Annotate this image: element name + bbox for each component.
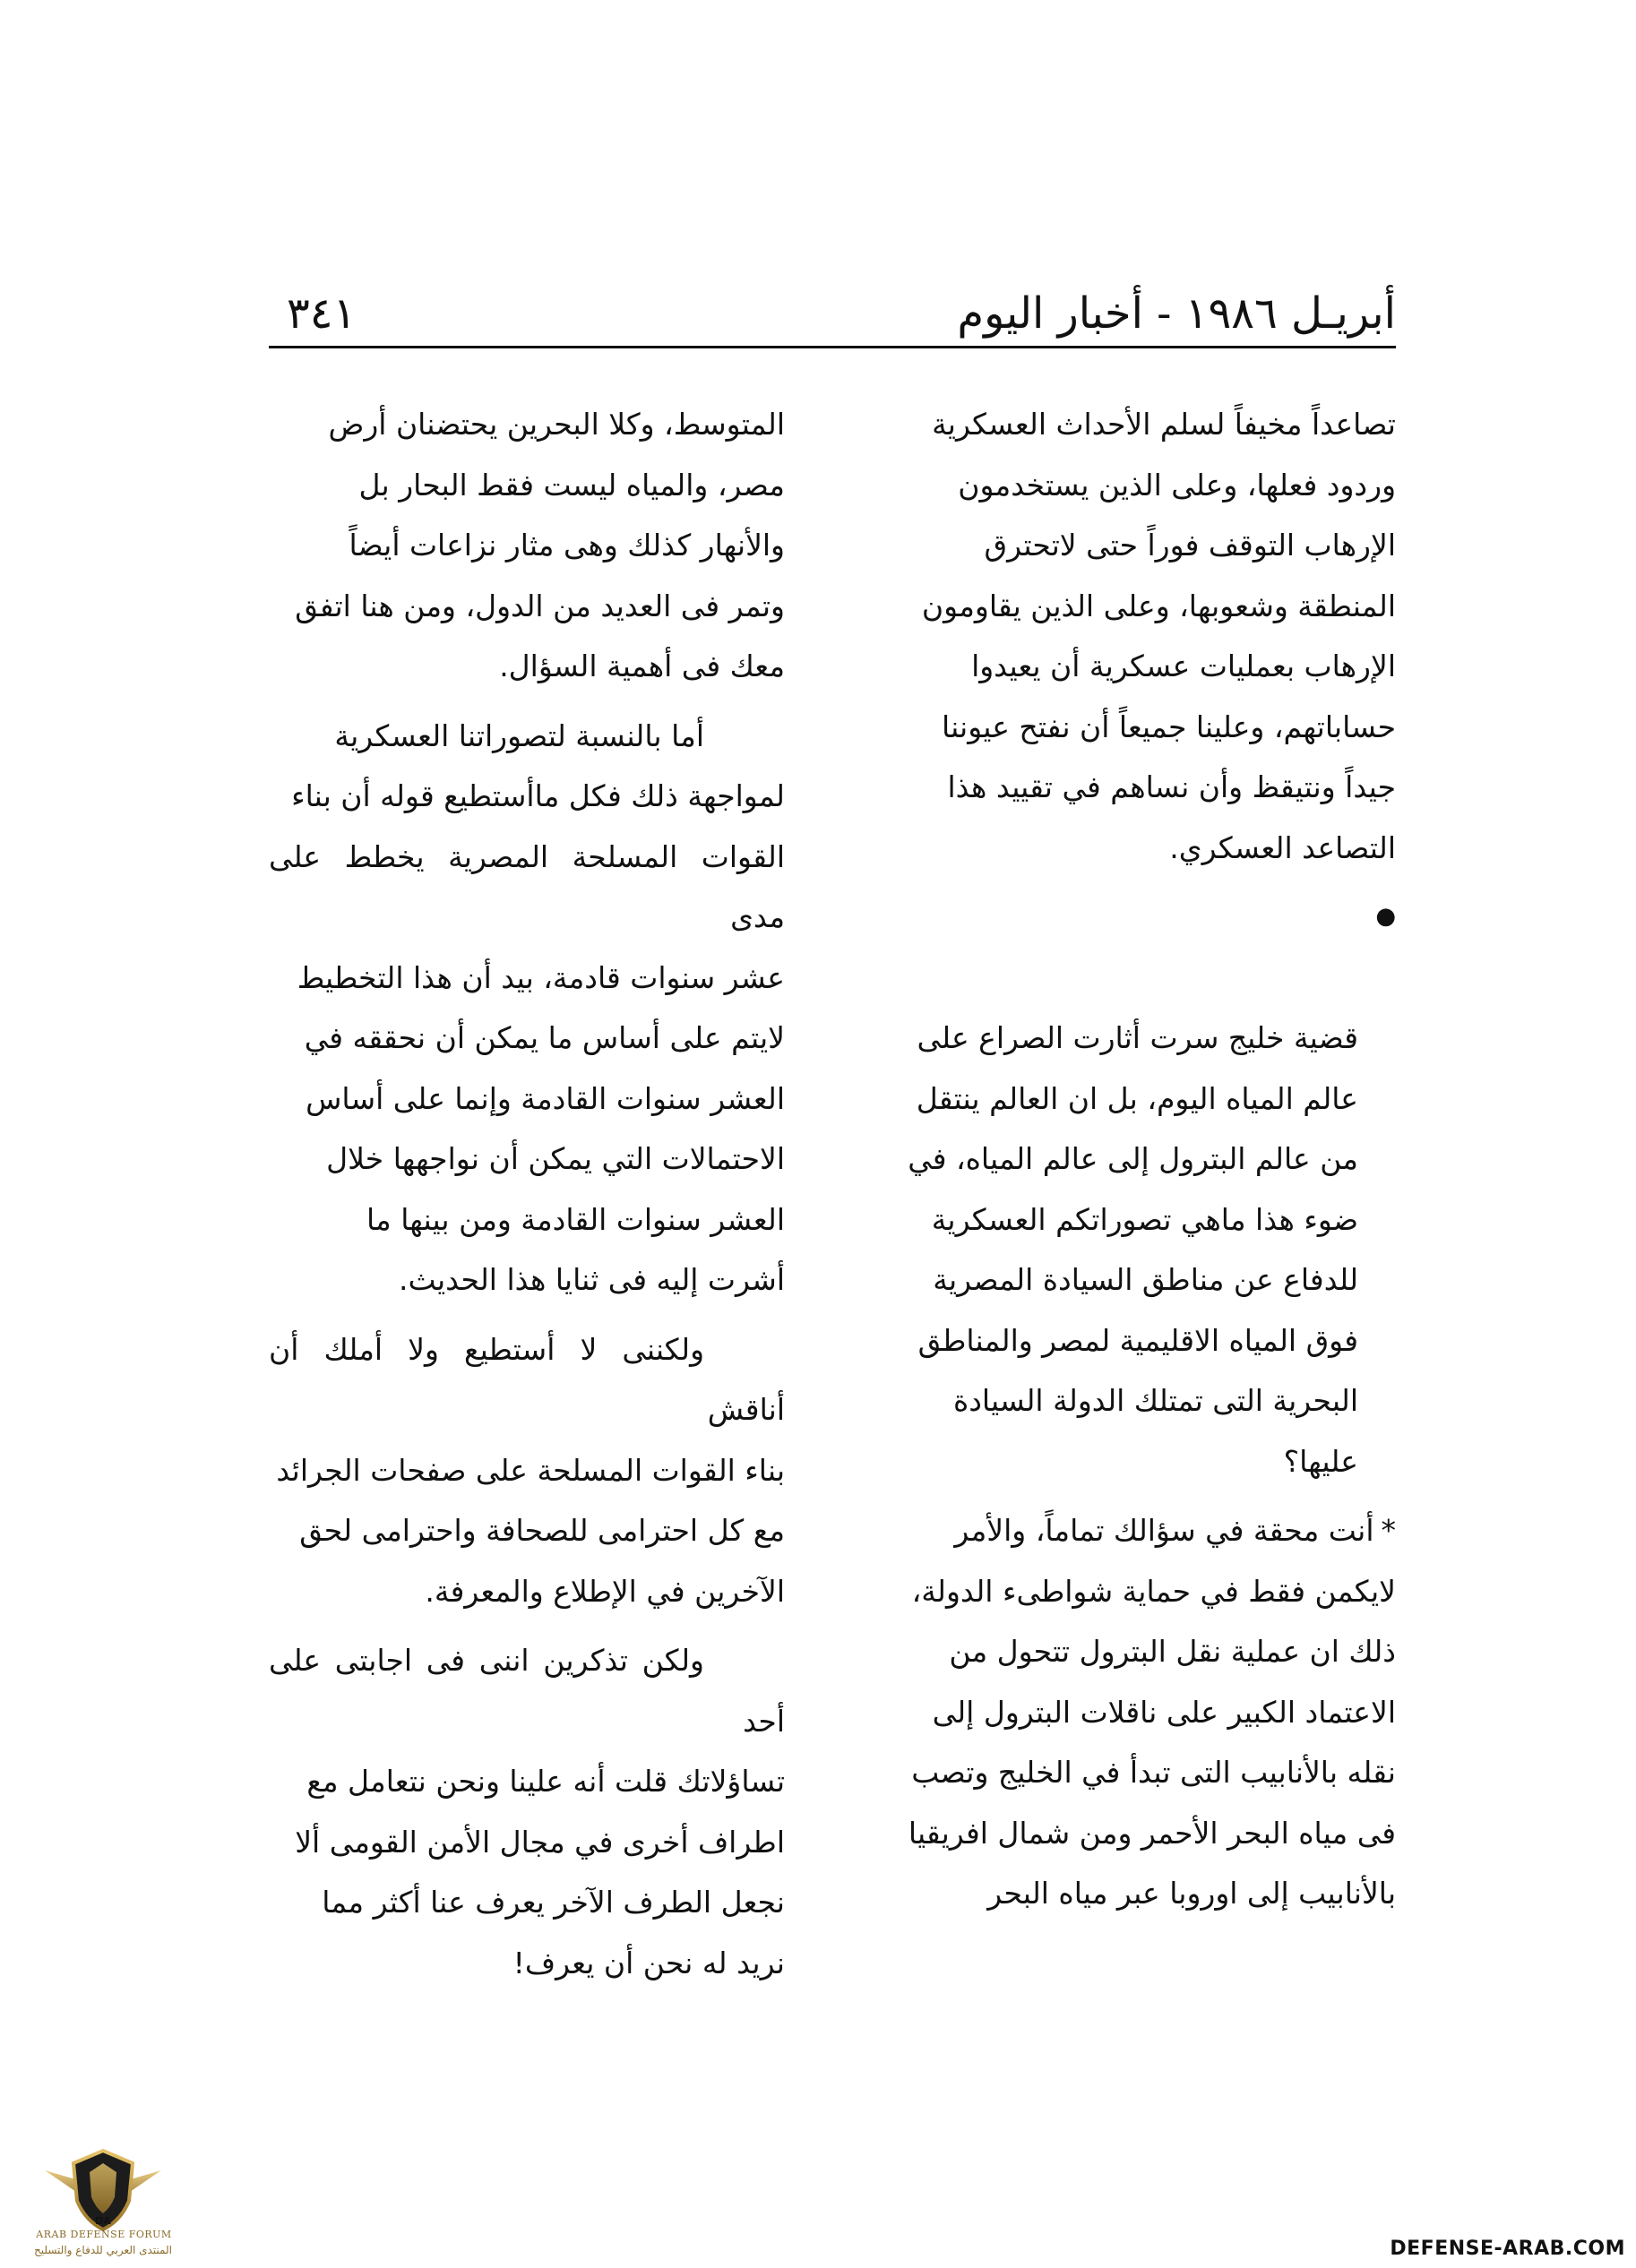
logo-caption: ARAB DEFENSE FORUM (36, 2229, 172, 2240)
bullet-icon: ● (1375, 903, 1396, 930)
site-watermark: DEFENSE-ARAB.COM (1390, 2238, 1625, 2260)
right-column (831, 394, 1396, 1933)
logo-caption-arabic: المنتدى العربي للدفاع والتسليح (34, 2244, 172, 2256)
question-block (831, 887, 1396, 1491)
paragraph-4: ولكن تذكرين اننى فى اجابتى على أحد تساؤلاتك قلت أنه علينا ونحن نتعامل مع اطراف أخرى في مجال الأمن القومى ألا نجعل الطرف الآخر يعرف عنا أكثر مما نريد له نحن أن يعرف! (269, 1643, 785, 1980)
asterisk-icon: * (1381, 1513, 1396, 1548)
answer-block (831, 1500, 1396, 1924)
answer-text: أنت محقة في سؤالك تماماً، والأمر لايكمن فقط في حماية شواطىء الدولة، ذلك ان عملية نقل البترول تتحول من الاعتماد الكبير على ناقلات البترول إلى نقله بالأنابيب التى تبدأ في الخليج وتصب فى مياه البحر الأحمر ومن شمال افريقيا بالأنابيب إلى اوروبا عبر مياه البحر (908, 1513, 1396, 1911)
running-title: أبريـل ١٩٨٦ - أخبار اليوم (957, 288, 1396, 339)
page-number: ٣٤١ (287, 288, 357, 339)
paragraph-1: المتوسط، وكلا البحرين يحتضنان أرض مصر، والمياه ليست فقط البحار بل والأنهار كذلك وهى مثار نزاعات أيضاً وتمر فى العديد من الدول، ومن هنا اتفق معك فى أهمية السؤال. (295, 407, 785, 683)
paragraph-3: ولكننى لا أستطيع ولا أملك أن أناقش بناء القوات المسلحة على صفحات الجرائد مع كل احترامى للصحافة واحترامى لحق الآخرين في الإطلاع والمعرفة. (269, 1331, 785, 1609)
question-text: قضية خليج سرت أثارت الصراع على عالم المياه اليوم، بل ان العالم ينتقل من عالم البترول إلى عالم المياه، في ضوء هذا ماهي تصوراتكم العسكرية للدفاع عن مناطق السيادة المصرية فوق المياه الاقليمية لمصر والمناطق البحرية التى تمتلك الدولة السيادة عليها؟ (908, 1020, 1358, 1479)
page-header (269, 285, 1396, 348)
logo-initials: DA (95, 2215, 111, 2227)
paragraph-2: أما بالنسبة لتصوراتنا العسكرية لمواجهة ذلك فكل ماأستطيع قوله أن بناء القوات المسلحة المصرية يخطط على مدى عشر سنوات قادمة، بيد أن هذا التخطيط لايتم على أساس ما يمكن أن نحققه في العشر سنوات القادمة وإنما على أساس الاحتمالات التي يمكن أن نواجهها خلال العشر سنوات القادمة ومن بينها ما أشرت إليه فى ثنايا هذا الحديث. (269, 717, 785, 1297)
header-rule (269, 346, 1396, 348)
left-column (269, 394, 785, 2002)
intro-paragraph: تصاعداً مخيفاً لسلم الأحداث العسكرية وردود فعلها، وعلى الذين يستخدمون الإرهاب التوقف فوراً حتى لاتحترق المنطقة وشعوبها، وعلى الذين يقاومون الإرهاب بعمليات عسكرية أن يعيدوا حساباتهم، وعلينا جميعاً أن نفتح عيوننا جيداً ونتيقظ وأن نساهم في تقييد هذا التصاعد العسكري. (921, 407, 1396, 865)
